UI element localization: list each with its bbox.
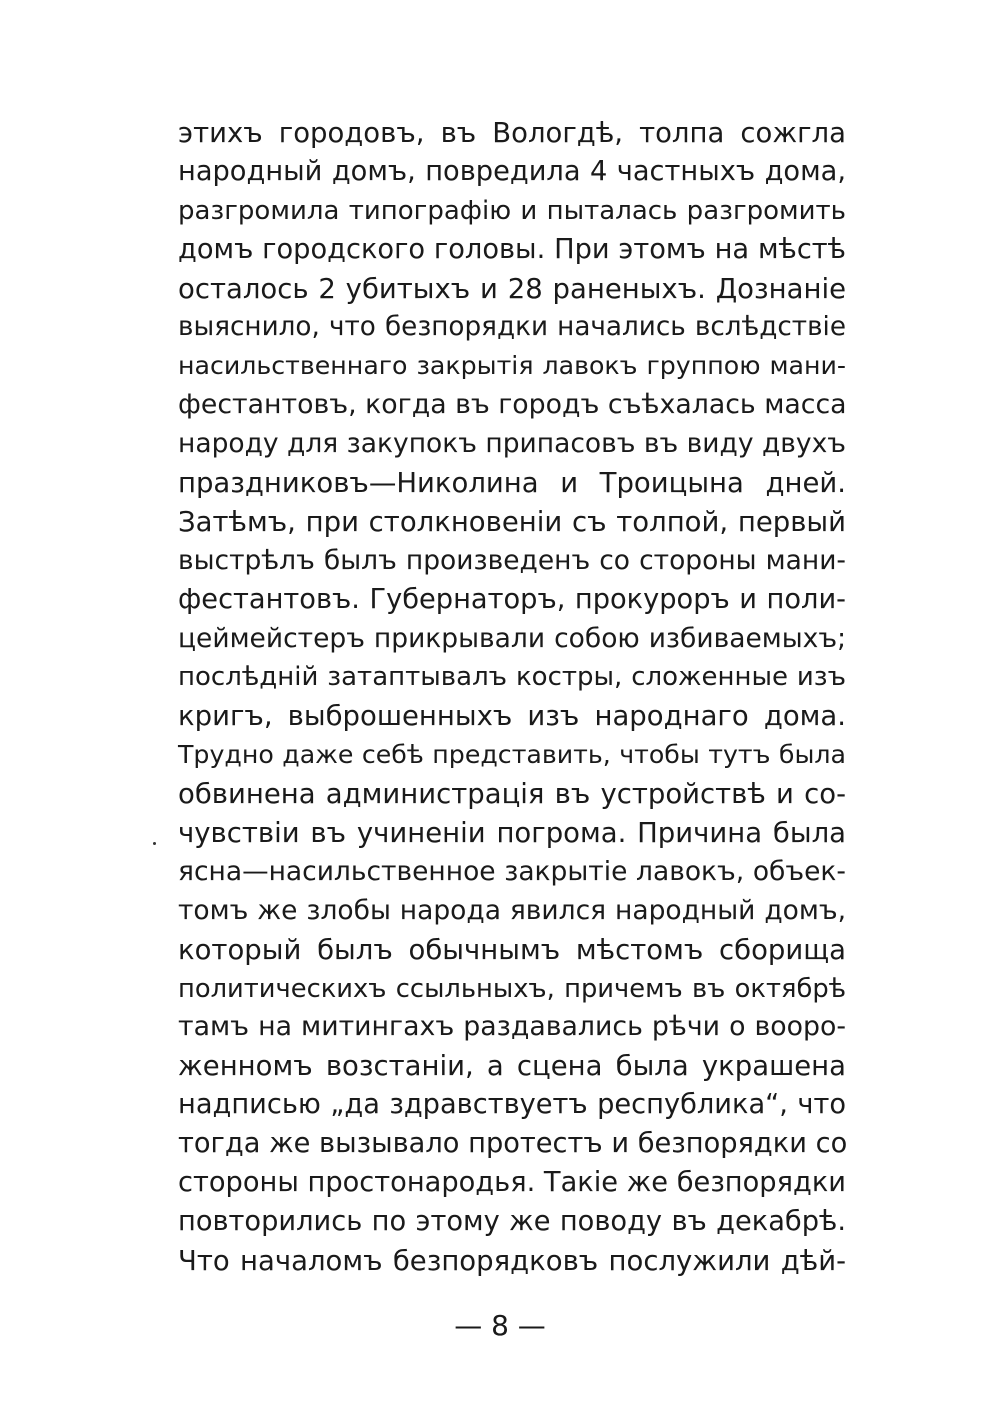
text-line: фестантовъ. Губернаторъ, прокуроръ и поли- bbox=[178, 583, 846, 615]
page-number: — 8 — bbox=[454, 1309, 546, 1342]
text-line: народный домъ, повредила 4 частныхъ дома, bbox=[178, 155, 846, 187]
text-line: обвинена администрація въ устройствѣ и со- bbox=[178, 778, 846, 811]
text-line: повторились по этому же поводу въ декабрѣ. bbox=[178, 1205, 846, 1237]
text-line: выяснило, что безпорядки начались вслѣдствіе bbox=[178, 312, 846, 343]
text-line: насильственнаго закрытія лавокъ группою мани- bbox=[178, 351, 846, 381]
text-line: ясна—насильственное закрытіе лавокъ, объек- bbox=[178, 855, 846, 887]
text-line: женномъ возстаніи, а сцена была украшена bbox=[178, 1050, 846, 1083]
text-line: тамъ на митингахъ раздавались рѣчи о вооро- bbox=[178, 1011, 846, 1043]
text-line: надписью „да здравствуетъ республика“, что bbox=[178, 1089, 846, 1121]
scan-speck bbox=[153, 842, 156, 845]
text-line: Затѣмъ, при столкновеніи съ толпой, первый bbox=[178, 505, 846, 538]
text-line: послѣдній затаптывалъ костры, сложенные изъ bbox=[178, 662, 846, 693]
text-line: праздниковъ—Николина и Троицына дней. bbox=[178, 467, 846, 500]
text-line: тогда же вызывало протестъ и безпорядки со bbox=[178, 1128, 848, 1160]
text-line: политическихъ ссыльныхъ, причемъ въ октябрѣ bbox=[178, 973, 846, 1004]
text-line: разгромила типографію и пыталась разгромить bbox=[178, 195, 846, 226]
text-line: Что началомъ безпорядковъ послужили дѣй- bbox=[178, 1244, 846, 1277]
body-text bbox=[178, 114, 846, 1281]
text-line: народу для закупокъ припасовъ въ виду двухъ bbox=[178, 428, 846, 460]
text-line: Трудно даже себѣ представить, чтобы тутъ была bbox=[178, 740, 846, 770]
text-line: чувствіи въ учиненіи погрома. Причина была bbox=[178, 817, 846, 850]
text-line: домъ городского головы. При этомъ на мѣстѣ bbox=[178, 233, 846, 265]
text-line: кригъ, выброшенныхъ изъ народнаго дома. bbox=[178, 700, 846, 733]
text-line: выстрѣлъ былъ произведенъ со стороны мани- bbox=[178, 544, 846, 576]
text-line: этихъ городовъ, въ Вологдѣ, толпа сожгла bbox=[178, 117, 846, 149]
text-line: стороны простонародья. Такіе же безпорядки bbox=[178, 1167, 846, 1199]
text-line: цеймейстеръ прикрывали собою избиваемыхъ; bbox=[178, 622, 846, 654]
text-line: томъ же злобы народа явился народный домъ, bbox=[178, 894, 846, 926]
text-line: который былъ обычнымъ мѣстомъ сборища bbox=[178, 933, 846, 966]
text-line: фестантовъ, когда въ городъ съѣхалась масса bbox=[178, 389, 847, 421]
text-line: осталось 2 убитыхъ и 28 раненыхъ. Дознаніе bbox=[178, 272, 846, 305]
